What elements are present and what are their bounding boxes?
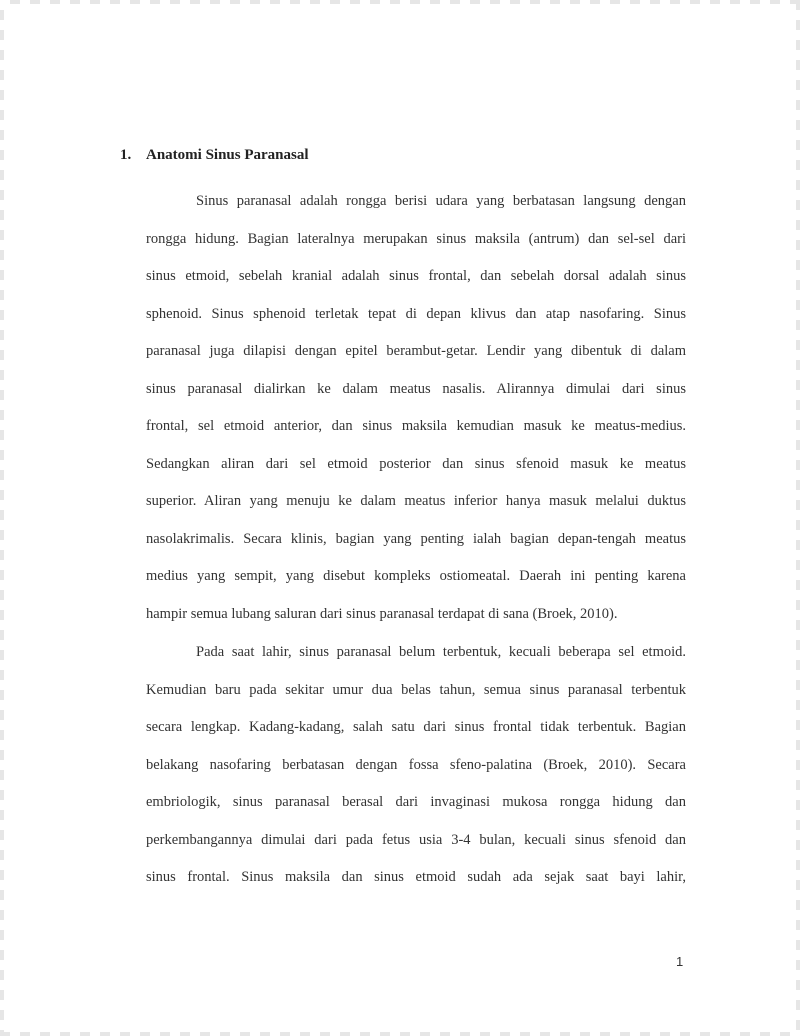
paragraph-2 <box>146 634 686 897</box>
section-title: Anatomi Sinus Paranasal <box>146 147 309 163</box>
paragraph-1 <box>146 183 686 633</box>
page-number: 1 <box>676 954 684 969</box>
text-line: medius yang sempit, yang disebut kompleks ostiomeatal. Daerah ini penting karena <box>146 568 686 584</box>
text-line: frontal, sel etmoid anterior, dan sinus maksila kemudian masuk ke meatus-medius. <box>146 418 686 434</box>
text-line: nasolakrimalis. Secara klinis, bagian yang penting ialah bagian depan-tengah meatus <box>146 530 686 547</box>
section-heading <box>120 147 309 164</box>
text-line: Sedangkan aliran dari sel etmoid posterior dan sinus sfenoid masuk ke meatus <box>146 455 686 472</box>
text-line: sinus frontal. Sinus maksila dan sinus etmoid sudah ada sejak saat bayi lahir, <box>146 869 686 885</box>
text-line: Sinus paranasal adalah rongga berisi udara yang berbatasan langsung dengan <box>196 193 686 209</box>
text-line: hampir semua lubang saluran dari sinus paranasal terdapat di sana (Broek, 2010). <box>146 605 618 622</box>
text-line: sinus etmoid, sebelah kranial adalah sinus frontal, dan sebelah dorsal adalah sinus <box>146 268 686 284</box>
text-line: secara lengkap. Kadang-kadang, salah satu dari sinus frontal tidak terbentuk. Bagian <box>146 719 686 735</box>
text-line: sinus paranasal dialirkan ke dalam meatus nasalis. Alirannya dimulai dari sinus <box>146 380 686 397</box>
text-line: Pada saat lahir, sinus paranasal belum terbentuk, kecuali beberapa sel etmoid. <box>196 644 686 660</box>
text-line: Kemudian baru pada sekitar umur dua belas tahun, semua sinus paranasal terbentuk <box>146 681 686 698</box>
text-line: rongga hidung. Bagian lateralnya merupakan sinus maksila (antrum) dan sel-sel dari <box>146 230 686 247</box>
text-line: paranasal juga dilapisi dengan epitel berambut-getar. Lendir yang dibentuk di dalam <box>146 343 686 359</box>
text-line: perkembangannya dimulai dari pada fetus usia 3-4 bulan, kecuali sinus sfenoid dan <box>146 831 686 848</box>
text-line: belakang nasofaring berbatasan dengan fossa sfeno-palatina (Broek, 2010). Secara <box>146 756 686 773</box>
text-line: embriologik, sinus paranasal berasal dari invaginasi mukosa rongga hidung dan <box>146 794 686 810</box>
section-number: 1. <box>120 147 132 163</box>
text-line: sphenoid. Sinus sphenoid terletak tepat di depan klivus dan atap nasofaring. Sinus <box>146 305 686 322</box>
text-line: superior. Aliran yang menuju ke dalam meatus inferior hanya masuk melalui duktus <box>146 493 686 509</box>
